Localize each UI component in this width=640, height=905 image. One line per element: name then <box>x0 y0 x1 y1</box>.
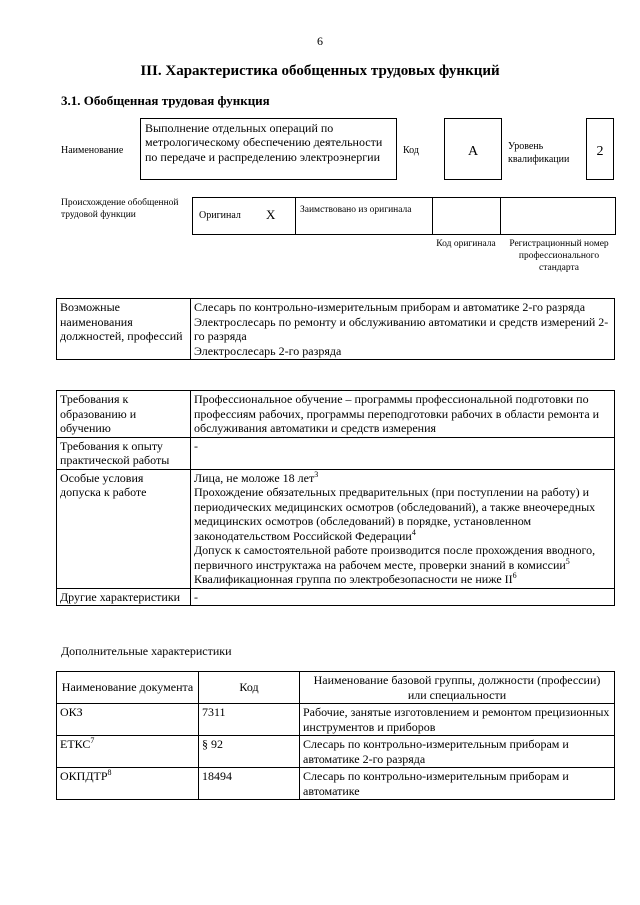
code-cell: 18494 <box>199 768 300 800</box>
origin-divider <box>295 197 296 235</box>
col-header: Код <box>199 672 300 704</box>
original-label: Оригинал <box>199 210 241 221</box>
section-title: III. Характеристика обобщенных трудовых функций <box>140 63 500 79</box>
positions-label: Возможные наименования должностей, профессий <box>57 299 191 360</box>
special-value <box>191 469 615 588</box>
uroven-label: Уровень квалификации <box>508 141 570 165</box>
doc-cell: ОКЗ <box>57 704 199 736</box>
position-item: Электрослесарь по ремонту и обслуживанию автоматики и средств измерений 2-го разряда <box>194 314 609 343</box>
exp-label: Требования к опыту практической работы <box>57 437 191 469</box>
subsection-title: 3.1. Обобщенная трудовая функция <box>61 93 270 108</box>
doc-cell: ЕТКС$^7$ <box>57 736 199 768</box>
reg-nomer-label: Регистрационный номер профессионального стандарта <box>509 239 609 273</box>
edu-label: Требования к образованию и обучению <box>57 391 191 438</box>
other-label: Другие характеристики <box>57 588 191 606</box>
other-value: - <box>191 588 615 606</box>
col-header: Наименование базовой группы, должности (профессии) или специальности <box>300 672 615 704</box>
special-label: Особые условия допуска к работе <box>57 469 191 588</box>
page-number: 6 <box>317 34 323 48</box>
kod-originala-label: Код оригинала <box>436 239 496 249</box>
additional-table <box>56 671 615 800</box>
positions-list <box>191 299 615 360</box>
col-header: Наименование документа <box>57 672 199 704</box>
uroven-value: 2 <box>586 118 614 180</box>
name-cell: Слесарь по контрольно-измерительным приборам и автоматике 2-го разряда <box>300 736 615 768</box>
borrowed-label: Заимствовано из оригинала <box>300 205 412 215</box>
table-row <box>57 736 615 768</box>
position-item: Слесарь по контрольно-измерительным приборам и автоматике 2-го разряда <box>194 300 586 314</box>
special-item: Допуск к самостоятельной работе производится после прохождения вводного, первичного инструктажа на рабочем месте, проверки знаний в комиссии$^5$ <box>194 543 596 572</box>
exp-value: - <box>191 437 615 469</box>
doc-cell: ОКПДТР$^8$ <box>57 768 199 800</box>
positions-table <box>56 298 615 360</box>
kod-value: A <box>444 118 502 180</box>
origin-label: Происхождение обобщенной трудовой функции <box>61 198 179 220</box>
code-cell: 7311 <box>199 704 300 736</box>
special-item: Прохождение обязательных предварительных (при поступлении на работу) и периодических медицинских осмотров (обследований), а также внеочередных медицинских осмотров (обследований) в порядке, установленном законодательством Российской Федерации$^4$ <box>194 485 596 543</box>
edu-value: Профессиональное обучение – программы профессиональной подготовки по профессиям рабочих, программы переподготовки рабочих в области ремонта и обслуживания автоматики и средств измерения <box>191 391 615 438</box>
table-row <box>57 768 615 800</box>
table-row <box>57 704 615 736</box>
origin-divider <box>500 197 501 235</box>
name-cell: Слесарь по контрольно-измерительным приборам и автоматике <box>300 768 615 800</box>
original-mark: X <box>266 207 276 222</box>
origin-box <box>192 197 616 235</box>
special-item: Квалификационная группа по электробезопасности не ниже $II^6$ <box>194 571 517 586</box>
code-cell: § 92 <box>199 736 300 768</box>
kod-label: Код <box>403 145 419 156</box>
position-item: Электрослесарь 2-го разряда <box>194 343 342 358</box>
naim-value: Выполнение отдельных операций по метрологическому обеспечению деятельности по передаче и распределению электроэнергии <box>140 118 397 180</box>
naim-label: Наименование <box>61 145 124 156</box>
origin-divider <box>432 197 433 235</box>
requirements-table <box>56 390 615 606</box>
special-item: Лица, не моложе 18 лет$^3$ <box>194 469 319 485</box>
additional-title: Дополнительные характеристики <box>61 644 232 658</box>
name-cell: Рабочие, занятые изготовлением и ремонтом прецизионных инструментов и приборов <box>300 704 615 736</box>
